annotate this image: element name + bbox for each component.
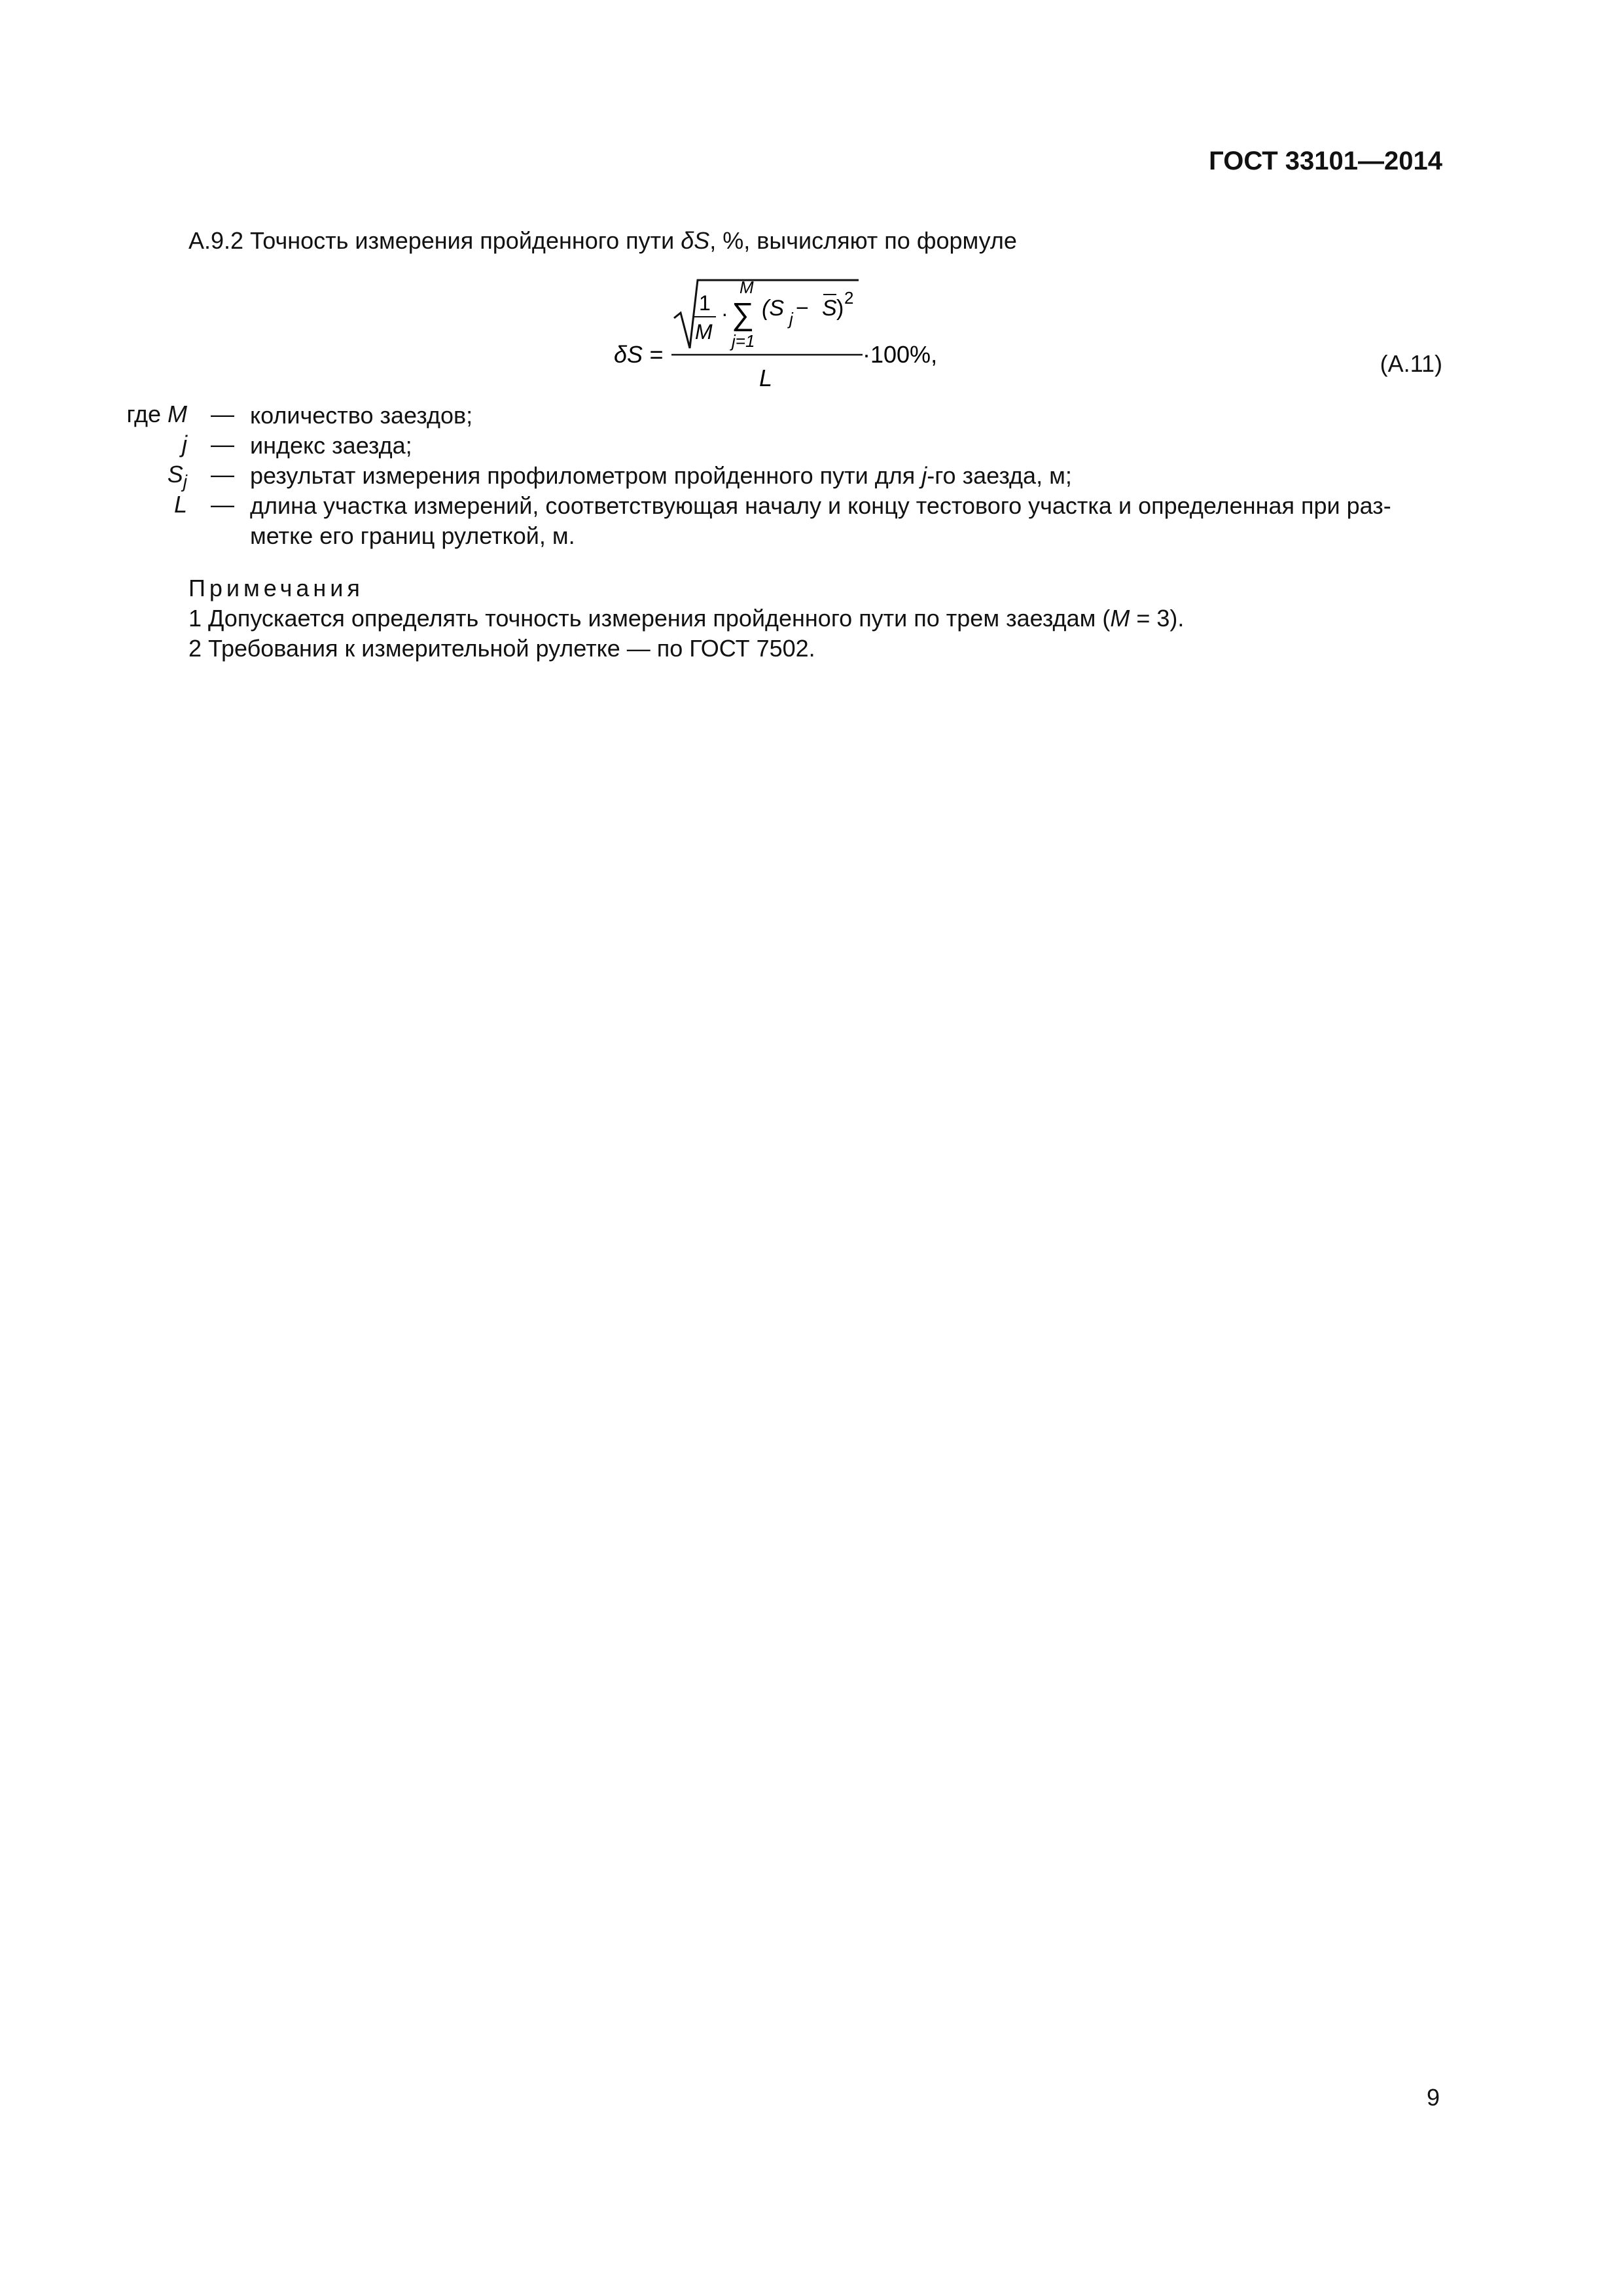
legend-text: количество заездов; bbox=[250, 402, 473, 429]
main-denominator: L bbox=[759, 365, 773, 391]
clause-a-9-2 bbox=[188, 226, 1017, 255]
clause-symbol: δS bbox=[681, 227, 710, 254]
sum-lower-limit: j=1 bbox=[732, 331, 755, 351]
note-1-italic: M bbox=[1110, 605, 1130, 632]
sum-term-subscript: j bbox=[789, 309, 793, 329]
document-code-header: ГОСТ 33101—2014 bbox=[1209, 147, 1442, 175]
legend-text: индекс заезда; bbox=[250, 432, 412, 459]
legend-symbol-j: j bbox=[182, 431, 187, 457]
legend-dash: — bbox=[211, 491, 234, 518]
sum-upper-limit: M bbox=[740, 278, 754, 297]
formula-svg bbox=[0, 275, 1623, 399]
legend-text-before: результат измерения профилометром пройденного пути для bbox=[250, 462, 922, 489]
legend-dash: — bbox=[211, 401, 234, 427]
clause-suffix: , %, вычисляют по формуле bbox=[709, 227, 1017, 254]
note-1-before: 1 Допускается определять точность измерения пройденного пути по трем заездам ( bbox=[188, 605, 1111, 632]
notes-title: Примечания bbox=[188, 575, 364, 601]
sum-term-mean: S bbox=[822, 296, 837, 321]
legend-item-l bbox=[0, 491, 1623, 549]
legend-item-sj bbox=[0, 461, 1623, 491]
legend-symbol-m: M bbox=[168, 401, 187, 427]
clause-prefix: А.9.2 Точность измерения пройденного пути bbox=[188, 227, 681, 254]
legend-text-italic: j bbox=[921, 462, 927, 489]
inner-fraction-denominator: M bbox=[695, 320, 713, 344]
formula-a-11 bbox=[0, 275, 1623, 399]
formula-tail: ·100%, bbox=[863, 341, 938, 368]
sum-term-power: 2 bbox=[844, 288, 854, 308]
sum-term-minus: − bbox=[796, 296, 809, 321]
inner-fraction-numerator: 1 bbox=[699, 291, 711, 315]
legend-text: длина участка измерений, соответствующая началу и концу тестового участка и определенная при раз-метке его границ рулеткой, м. bbox=[250, 492, 1391, 549]
legend-text bbox=[250, 461, 1442, 491]
legend-item-j bbox=[0, 431, 1623, 461]
sum-symbol: ∑ bbox=[732, 297, 755, 332]
legend-text-after: -го заезда, м; bbox=[927, 462, 1072, 489]
legend-symbol-l: L bbox=[173, 491, 187, 518]
formula-lhs: δS = bbox=[614, 341, 664, 368]
legend-symbol bbox=[0, 401, 187, 428]
legend-lead: где bbox=[126, 401, 168, 427]
legend-item-m bbox=[0, 401, 1623, 431]
legend-dash: — bbox=[211, 461, 234, 488]
page-number: 9 bbox=[1426, 2084, 1440, 2111]
sum-term-open: (S bbox=[762, 296, 784, 321]
legend-symbol-sj bbox=[0, 461, 187, 492]
sum-term-close: ) bbox=[836, 296, 844, 321]
note-1 bbox=[188, 605, 1184, 632]
multiply-dot: · bbox=[721, 302, 728, 325]
note-2: 2 Требования к измерительной рулетке — по ГОСТ 7502. bbox=[188, 635, 815, 662]
note-1-after: = 3). bbox=[1130, 605, 1185, 632]
equation-number: (А.11) bbox=[1380, 350, 1442, 377]
legend-symbol-s: S bbox=[167, 461, 183, 488]
legend-dash: — bbox=[211, 431, 234, 457]
legend-symbol-sub: j bbox=[183, 471, 187, 492]
